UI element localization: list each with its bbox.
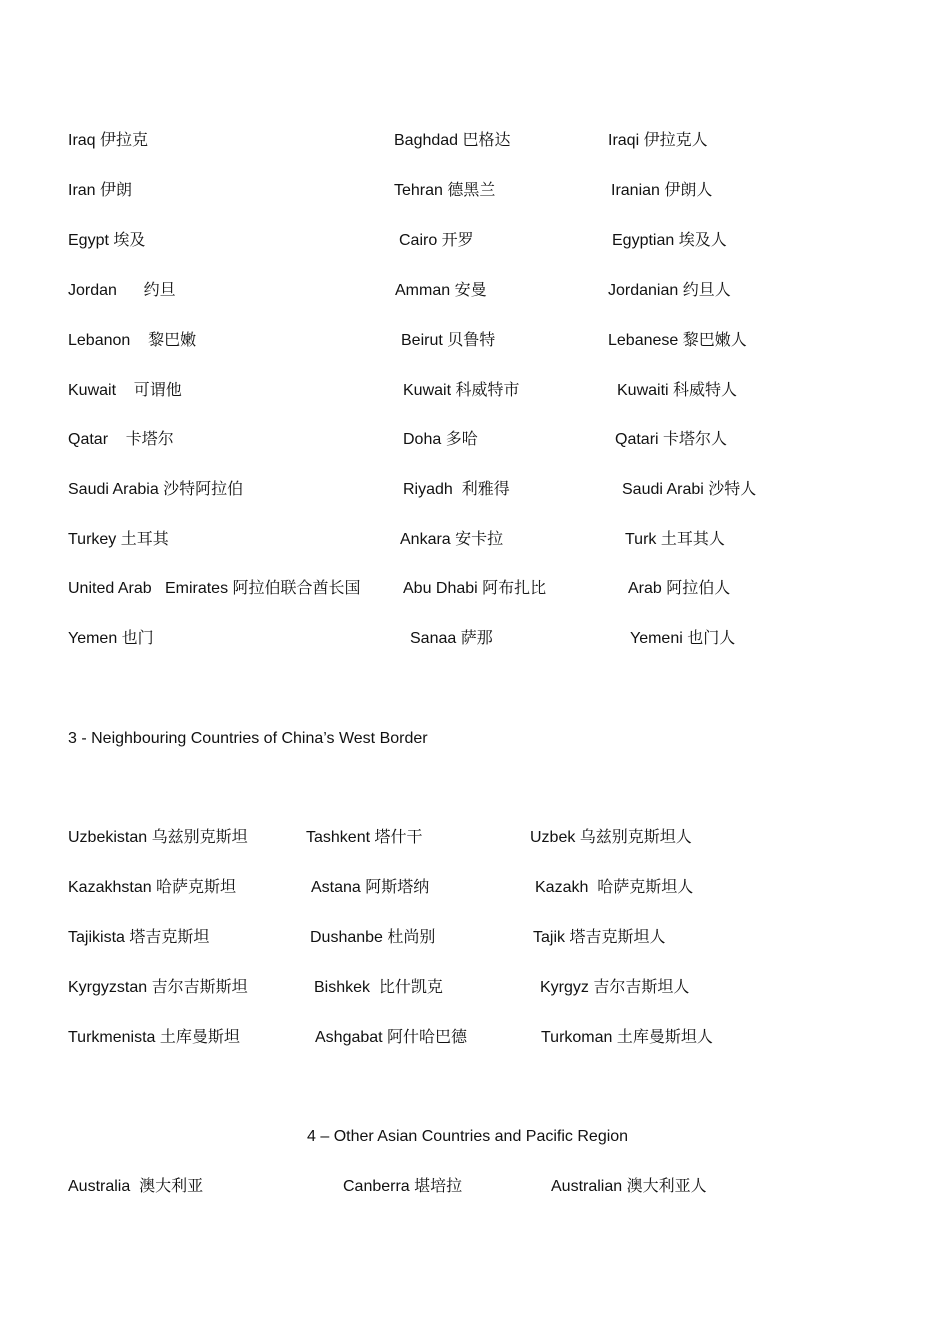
country-cell: Tajikista 塔吉克斯坦 xyxy=(68,929,210,946)
country-cell: Qatar 卡塔尔 xyxy=(68,431,174,448)
capital-cell: Abu Dhabi 阿布扎比 xyxy=(403,580,547,597)
country-cell: Kyrgyzstan 吉尔吉斯斯坦 xyxy=(68,979,248,996)
people-cell: Kyrgyz 吉尔吉斯坦人 xyxy=(540,979,690,996)
people-cell: Iranian 伊朗人 xyxy=(611,182,713,199)
people-cell: Qatari 卡塔尔人 xyxy=(615,431,728,448)
country-cell: Yemen 也门 xyxy=(68,630,154,647)
capital-cell: Doha 多哈 xyxy=(403,431,478,448)
people-cell: Iraqi 伊拉克人 xyxy=(608,132,708,149)
capital-cell: Canberra 堪培拉 xyxy=(343,1178,463,1195)
people-cell: Tajik 塔吉克斯坦人 xyxy=(533,929,666,946)
capital-cell: Sanaa 萨那 xyxy=(410,630,493,647)
capital-cell: Tashkent 塔什干 xyxy=(306,829,423,846)
people-cell: Lebanese 黎巴嫩人 xyxy=(608,332,747,349)
country-cell: Jordan 约旦 xyxy=(68,282,176,299)
section-heading: 3 - Neighbouring Countries of China’s West Border xyxy=(68,730,428,747)
capital-cell: Bishkek 比什凯克 xyxy=(314,979,443,996)
capital-cell: Amman 安曼 xyxy=(395,282,487,299)
people-cell: Saudi Arabi 沙特人 xyxy=(622,481,757,498)
people-cell: Yemeni 也门人 xyxy=(630,630,736,647)
people-cell: Arab 阿拉伯人 xyxy=(628,580,731,597)
country-cell: Turkmenista 土库曼斯坦 xyxy=(68,1029,240,1046)
capital-cell: Riyadh 利雅得 xyxy=(403,481,510,498)
country-cell: United Arab Emirates 阿拉伯联合酋长国 xyxy=(68,580,361,597)
capital-cell: Tehran 德黑兰 xyxy=(394,182,496,199)
country-cell: Uzbekistan 乌兹别克斯坦 xyxy=(68,829,248,846)
country-cell: Kazakhstan 哈萨克斯坦 xyxy=(68,879,237,896)
section-heading: 4 – Other Asian Countries and Pacific Region xyxy=(307,1128,629,1145)
capital-cell: Beirut 贝鲁特 xyxy=(401,332,496,349)
people-cell: Uzbek 乌兹别克斯坦人 xyxy=(530,829,692,846)
people-cell: Kazakh 哈萨克斯坦人 xyxy=(535,879,694,896)
capital-cell: Kuwait 科威特市 xyxy=(403,382,520,399)
people-cell: Turk 土耳其人 xyxy=(625,531,725,548)
country-cell: Egypt 埃及 xyxy=(68,232,146,249)
country-cell: Lebanon 黎巴嫩 xyxy=(68,332,197,349)
people-cell: Jordanian 约旦人 xyxy=(608,282,731,299)
country-cell: Australia 澳大利亚 xyxy=(68,1178,204,1195)
capital-cell: Ashgabat 阿什哈巴德 xyxy=(315,1029,468,1046)
capital-cell: Ankara 安卡拉 xyxy=(400,531,504,548)
people-cell: Turkoman 土库曼斯坦人 xyxy=(541,1029,713,1046)
people-cell: Egyptian 埃及人 xyxy=(612,232,727,249)
people-cell: Kuwaiti 科威特人 xyxy=(617,382,738,399)
people-cell: Australian 澳大利亚人 xyxy=(551,1178,707,1195)
capital-cell: Dushanbe 杜尚别 xyxy=(310,929,436,946)
country-cell: Kuwait 可谓他 xyxy=(68,382,182,399)
country-cell: Turkey 土耳其 xyxy=(68,531,169,548)
country-cell: Saudi Arabia 沙特阿拉伯 xyxy=(68,481,244,498)
country-cell: Iran 伊朗 xyxy=(68,182,133,199)
country-cell: Iraq 伊拉克 xyxy=(68,132,149,149)
capital-cell: Cairo 开罗 xyxy=(399,232,474,249)
capital-cell: Baghdad 巴格达 xyxy=(394,132,511,149)
capital-cell: Astana 阿斯塔纳 xyxy=(311,879,430,896)
